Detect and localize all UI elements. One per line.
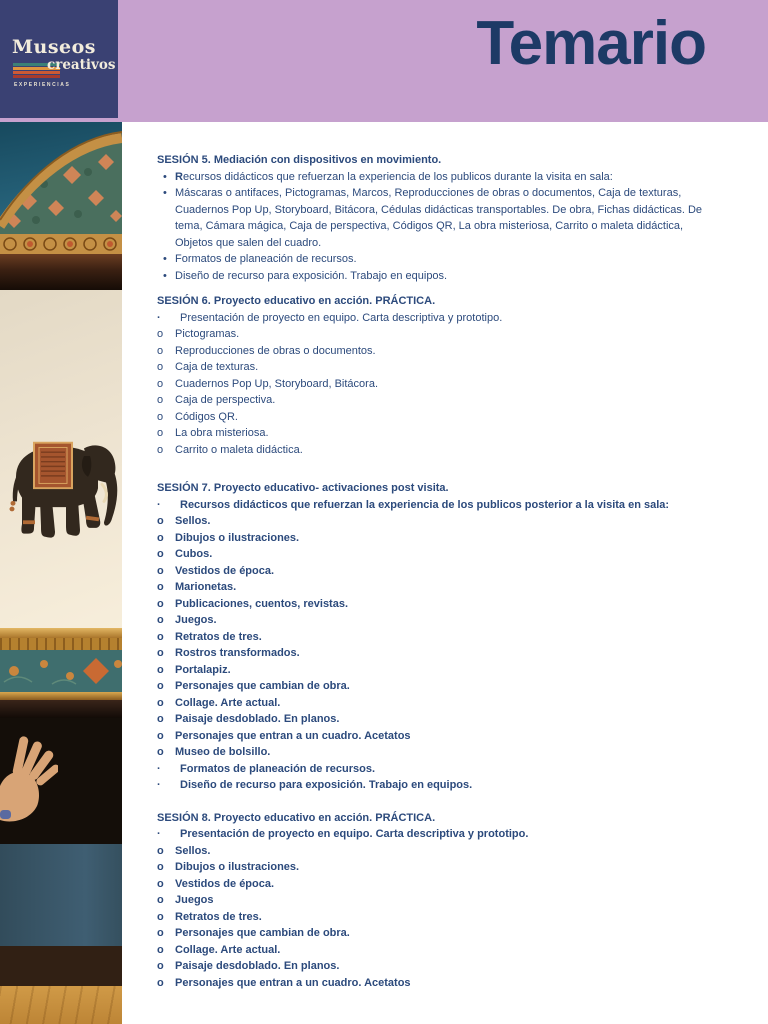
list-item-text: Collage. Arte actual. — [175, 943, 281, 956]
section-heading: SESIÓN 5. Mediación con dispositivos en movimiento. — [157, 154, 442, 166]
list-item — [157, 662, 712, 679]
list-item-text: Sellos. — [175, 844, 211, 857]
list-marker-o: o — [157, 443, 164, 456]
list-item-text: Presentación de proyecto en equipo. Carta descriptiva y prototipo. — [180, 311, 503, 324]
list-item-text: Paisaje desdoblado. En planos. — [175, 713, 340, 725]
list-marker-dot: · — [157, 311, 161, 324]
list-marker-o: o — [157, 976, 164, 989]
list-item — [157, 596, 712, 613]
list-item — [157, 343, 712, 360]
logo-text-museos: Museos — [12, 36, 97, 58]
list-marker-o: o — [157, 746, 164, 758]
list-item-text: Cuadernos Pop Up, Storyboard, Bitácora. — [175, 377, 379, 390]
list-item-text: Retratos de tres. — [175, 910, 262, 923]
list-item — [157, 513, 712, 530]
list-marker-o: o — [157, 943, 164, 956]
list-item — [157, 579, 712, 596]
list-item-text: Recursos didácticos que refuerzan la experiencia de los publicos durante la visita en sala: — [175, 170, 613, 183]
list-item — [157, 975, 712, 992]
dark-base-band — [0, 946, 122, 986]
lower-frame-pattern-band — [0, 638, 122, 650]
logo-text-creativos: creativos — [47, 57, 116, 73]
list-item-text: Collage. Arte actual. — [175, 696, 281, 709]
list-marker-o: o — [157, 377, 164, 390]
list-item-text: Dibujos o ilustraciones. — [175, 861, 300, 873]
list-marker-o: o — [157, 680, 164, 692]
list-item-text: Sellos. — [175, 515, 211, 527]
list-item — [157, 310, 712, 327]
list-marker-o: o — [157, 410, 164, 423]
list-marker-o: o — [157, 531, 164, 544]
list-marker-o: o — [157, 861, 164, 873]
list-marker-bullet: • — [163, 269, 167, 282]
list-item-text: Formatos de planeación de recursos. — [175, 253, 357, 265]
list-marker-dot: · — [157, 779, 161, 791]
list-marker-o: o — [157, 581, 164, 593]
list-item — [157, 376, 712, 393]
list-marker-bullet: • — [163, 253, 167, 265]
list-marker-o: o — [157, 597, 164, 610]
list-item-text: Personajes que cambian de obra. — [175, 927, 350, 939]
list-item — [157, 563, 712, 580]
section-heading: SESIÓN 7. Proyecto educativo- activaciones post visita. — [157, 482, 449, 494]
list-marker-o: o — [157, 344, 164, 357]
elephant-mural — [0, 420, 122, 562]
list-item-text: Máscaras o antifaces, Pictogramas, Marcos, Reproducciones de obras o documentos, Caja de texturas, Cuadernos Pop Up, Storyboard, Bitácora, Cédulas didácticas transportables. De obra, Fichas didácticas. De tema, Cámara mágica, Caja de perspectiva, Códigos QR, La obra misteriosa, Carrito o maleta didáctica, Objetos que salen del cuadro. — [175, 187, 703, 249]
list-item — [157, 909, 712, 926]
list-marker-bullet: • — [163, 170, 167, 183]
list-item — [157, 251, 712, 268]
list-marker-o: o — [157, 614, 164, 626]
section-heading: SESIÓN 6. Proyecto educativo en acción. PRÁCTICA. — [157, 295, 436, 307]
list-item-text: Marionetas. — [175, 581, 237, 593]
sidebar-museum-photo — [0, 122, 122, 1024]
list-item-text: Paisaje desdoblado. En planos. — [175, 960, 340, 972]
content-area — [122, 122, 768, 1024]
list-marker-o: o — [157, 960, 164, 972]
lower-frame-gold-edge-bottom — [0, 692, 122, 700]
list-marker-o: o — [157, 844, 164, 857]
list-marker-o: o — [157, 729, 164, 742]
list-marker-o: o — [157, 910, 164, 923]
list-item — [157, 629, 712, 646]
section-sesion-6 — [157, 293, 712, 458]
list-marker-o: o — [157, 894, 164, 906]
list-item — [157, 958, 712, 975]
page-title: Temario — [476, 9, 706, 78]
list-item — [157, 530, 712, 547]
list-item-text: Personajes que entran a un cuadro. Acetatos — [175, 729, 411, 742]
list-marker-o: o — [157, 564, 164, 577]
lower-frame-painting — [0, 628, 122, 718]
list-item — [157, 678, 712, 695]
list-item — [157, 612, 712, 629]
list-marker-o: o — [157, 713, 164, 725]
list-item — [157, 761, 712, 778]
list-marker-bullet: • — [163, 187, 167, 199]
list-item-text: Portalapiz. — [175, 663, 231, 676]
list-item — [157, 876, 712, 893]
list-item-text: Vestidos de época. — [175, 564, 275, 577]
list-item-text: Retratos de tres. — [175, 630, 262, 643]
list-item-text: La obra misteriosa. — [175, 427, 269, 439]
list-marker-o: o — [157, 927, 164, 939]
list-item-text: Caja de perspectiva. — [175, 394, 276, 406]
blue-display-band — [0, 844, 122, 946]
list-item — [157, 645, 712, 662]
list-item — [157, 925, 712, 942]
sections — [157, 152, 712, 991]
wood-floor — [0, 986, 122, 1024]
list-item — [157, 859, 712, 876]
list-item-text: Pictogramas. — [175, 328, 240, 340]
list-item-text: Caja de texturas. — [175, 361, 259, 373]
list-marker-dot: · — [157, 498, 161, 511]
lower-frame-shadow — [0, 700, 122, 718]
list-item — [157, 744, 712, 761]
list-item — [157, 185, 712, 251]
list-item — [157, 777, 712, 794]
list-item — [157, 268, 712, 285]
list-marker-o: o — [157, 515, 164, 527]
child-hand — [0, 734, 58, 826]
list-item — [157, 442, 712, 459]
list-item — [157, 728, 712, 745]
list-marker-o: o — [157, 663, 164, 676]
list-item-text: Códigos QR. — [175, 410, 238, 423]
section-sesion-7 — [157, 480, 712, 794]
list-item-text: Carrito o maleta didáctica. — [175, 443, 303, 456]
list-marker-o: o — [157, 328, 164, 340]
list-marker-o: o — [157, 548, 164, 560]
list-marker-o: o — [157, 647, 164, 659]
list-item-text: Juegos. — [175, 614, 217, 626]
lower-frame-gold-edge — [0, 628, 122, 638]
logo-museos-creativos — [0, 0, 118, 118]
list-item-text: Personajes que cambian de obra. — [175, 680, 350, 692]
section-heading: SESIÓN 8. Proyecto educativo en acción. PRÁCTICA. — [157, 811, 436, 824]
list-item — [157, 546, 712, 563]
list-item — [157, 359, 712, 376]
list-item-text: Publicaciones, cuentos, revistas. — [175, 597, 349, 610]
list-marker-o: o — [157, 877, 164, 890]
list-item-text: Juegos — [175, 894, 214, 906]
list-marker-o: o — [157, 427, 164, 439]
list-item — [157, 942, 712, 959]
list-marker-o: o — [157, 696, 164, 709]
list-item — [157, 695, 712, 712]
list-item — [157, 392, 712, 409]
list-item-text: Dibujos o ilustraciones. — [175, 531, 300, 544]
section-sesion-8 — [157, 810, 712, 992]
arched-frame-painting — [0, 122, 122, 254]
list-item — [157, 169, 712, 186]
list-marker-o: o — [157, 394, 164, 406]
frame-wood-ledge — [0, 254, 122, 290]
list-item — [157, 326, 712, 343]
list-item-text: Presentación de proyecto en equipo. Carta descriptiva y prototipo. — [180, 828, 529, 840]
list-item — [157, 843, 712, 860]
list-item — [157, 497, 712, 514]
list-marker-dot: · — [157, 828, 161, 840]
list-item-text: Vestidos de época. — [175, 877, 275, 890]
logo-text-experiencias: EXPERIENCIAS — [14, 82, 71, 88]
list-item-text: Personajes que entran a un cuadro. Acetatos — [175, 976, 411, 989]
list-item-text: Cubos. — [175, 548, 213, 560]
list-item-text: Rostros transformados. — [175, 647, 300, 659]
list-item-text: Diseño de recurso para exposición. Trabajo en equipos. — [180, 779, 473, 791]
list-marker-dot: · — [157, 762, 161, 775]
section-sesion-5 — [157, 152, 712, 284]
list-item-text: Reproducciones de obras o documentos. — [175, 344, 376, 357]
list-item-text: Formatos de planeación de recursos. — [180, 762, 376, 775]
list-item-text: Museo de bolsillo. — [175, 746, 271, 758]
list-marker-o: o — [157, 361, 164, 373]
list-item — [157, 826, 712, 843]
list-marker-o: o — [157, 630, 164, 643]
list-item — [157, 711, 712, 728]
list-item — [157, 409, 712, 426]
list-item-text: Diseño de recurso para exposición. Trabajo en equipos. — [175, 269, 448, 282]
list-item — [157, 425, 712, 442]
lower-frame-teal-band — [0, 650, 122, 692]
list-item — [157, 892, 712, 909]
list-item-text: Recursos didácticos que refuerzan la experiencia de los publicos posterior a la visita en sala: — [180, 498, 670, 511]
